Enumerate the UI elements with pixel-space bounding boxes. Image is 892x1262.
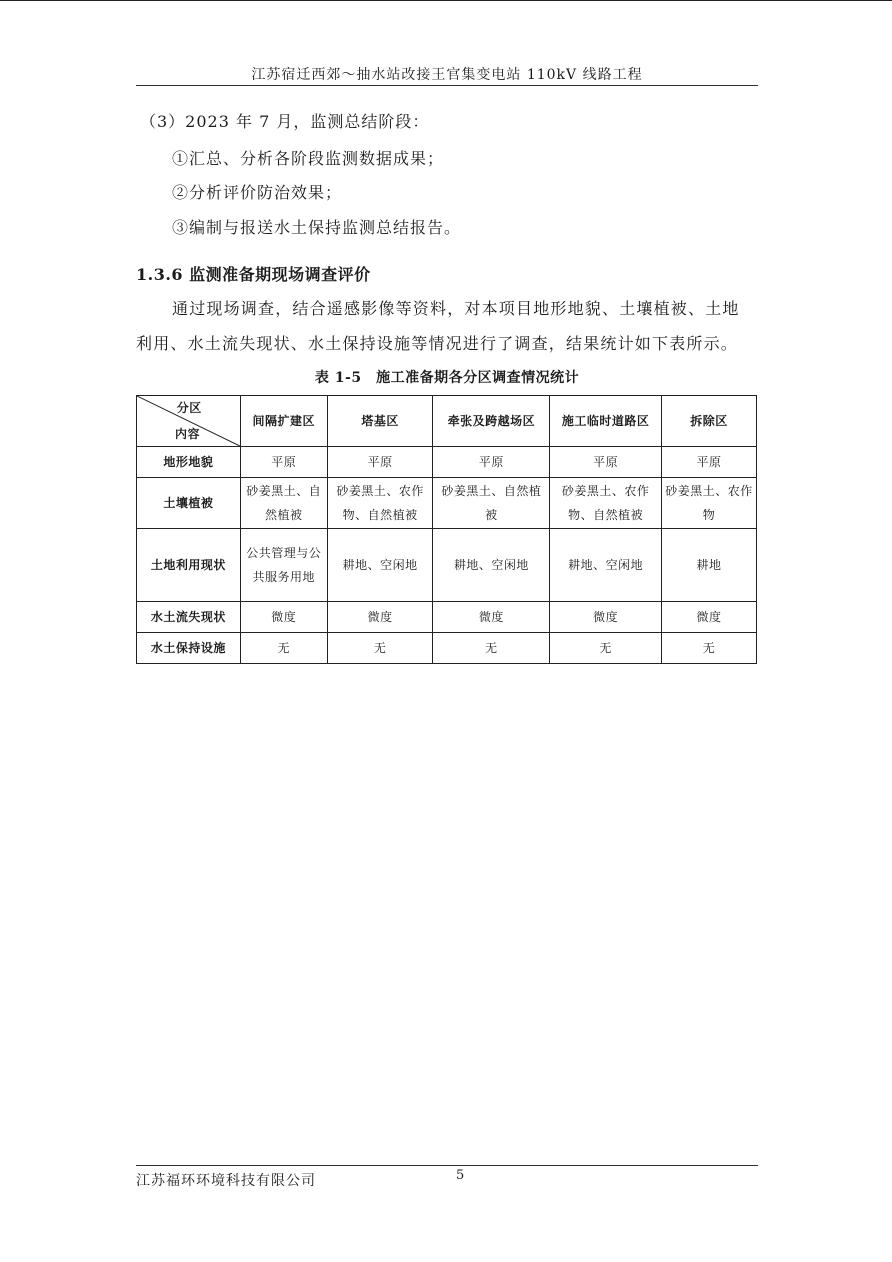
table-cell: 无 (550, 633, 662, 664)
row-label: 水土流失现状 (137, 602, 241, 633)
table-header-row (137, 396, 757, 447)
table-cell: 无 (662, 633, 757, 664)
table-cell: 砂姜黑土、自然植被 (240, 478, 327, 529)
stage3-item-2: ②分析评价防治效果； (172, 183, 343, 202)
col-header: 牵张及跨越场区 (433, 396, 550, 447)
col-header: 塔基区 (327, 396, 433, 447)
table-cell: 砂姜黑土、农作物 (662, 478, 757, 529)
corner-cell (137, 396, 241, 447)
stage3-heading: （3）2023 年 7 月，监测总结阶段： (140, 112, 430, 131)
table-cell: 耕地 (662, 529, 757, 602)
table-row (137, 447, 757, 478)
table-cell: 砂姜黑土、农作物、自然植被 (550, 478, 662, 529)
row-label: 地形地貌 (137, 447, 241, 478)
corner-bottom-label: 内容 (175, 427, 201, 441)
table-row (137, 602, 757, 633)
table-cell: 微度 (433, 602, 550, 633)
body-line-1: 通过现场调查，结合遥感影像等资料，对本项目地形地貌、土壤植被、土地 (172, 299, 740, 318)
table-cell: 砂姜黑土、农作物、自然植被 (327, 478, 433, 529)
table-cell: 平原 (433, 447, 550, 478)
page-number: 5 (456, 1168, 465, 1183)
table-cell: 无 (240, 633, 327, 664)
table-cell: 公共管理与公共服务用地 (240, 529, 327, 602)
table-caption: 表 1-5 施工准备期各分区调查情况统计 (314, 370, 580, 386)
section-heading: 1.3.6 监测准备期现场调查评价 (136, 265, 371, 284)
body-line-2: 利用、水土流失现状、水土保持设施等情况进行了调查，结果统计如下表所示。 (136, 334, 739, 353)
table-cell: 微度 (550, 602, 662, 633)
row-label: 水土保持设施 (137, 633, 241, 664)
table-cell: 砂姜黑土、自然植被 (433, 478, 550, 529)
table-cell: 平原 (662, 447, 757, 478)
header-rule (136, 85, 758, 86)
corner-top-label: 分区 (176, 401, 202, 415)
col-header: 间隔扩建区 (240, 396, 327, 447)
page-top-edge (0, 0, 892, 1)
col-header: 拆除区 (662, 396, 757, 447)
table-cell: 耕地、空闲地 (327, 529, 433, 602)
table-row (137, 529, 757, 602)
row-label: 土壤植被 (137, 478, 241, 529)
table-cell: 耕地、空闲地 (433, 529, 550, 602)
footer-company: 江苏福环环境科技有限公司 (136, 1173, 316, 1189)
table-row (137, 478, 757, 529)
table-cell: 平原 (550, 447, 662, 478)
table-cell: 平原 (240, 447, 327, 478)
table-cell: 微度 (327, 602, 433, 633)
table-cell: 无 (433, 633, 550, 664)
table-row (137, 633, 757, 664)
row-label: 土地利用现状 (137, 529, 241, 602)
table-cell: 耕地、空闲地 (550, 529, 662, 602)
col-header: 施工临时道路区 (550, 396, 662, 447)
table-cell: 平原 (327, 447, 433, 478)
stage3-item-3: ③编制与报送水土保持监测总结报告。 (172, 218, 462, 237)
running-header: 江苏宿迁西郊～抽水站改接王官集变电站 110kV 线路工程 (251, 67, 643, 83)
footer-rule (136, 1165, 758, 1166)
stage3-item-1: ①汇总、分析各阶段监测数据成果； (172, 149, 445, 168)
table-cell: 无 (327, 633, 433, 664)
table-cell: 微度 (240, 602, 327, 633)
table-cell: 微度 (662, 602, 757, 633)
survey-table (136, 395, 757, 664)
